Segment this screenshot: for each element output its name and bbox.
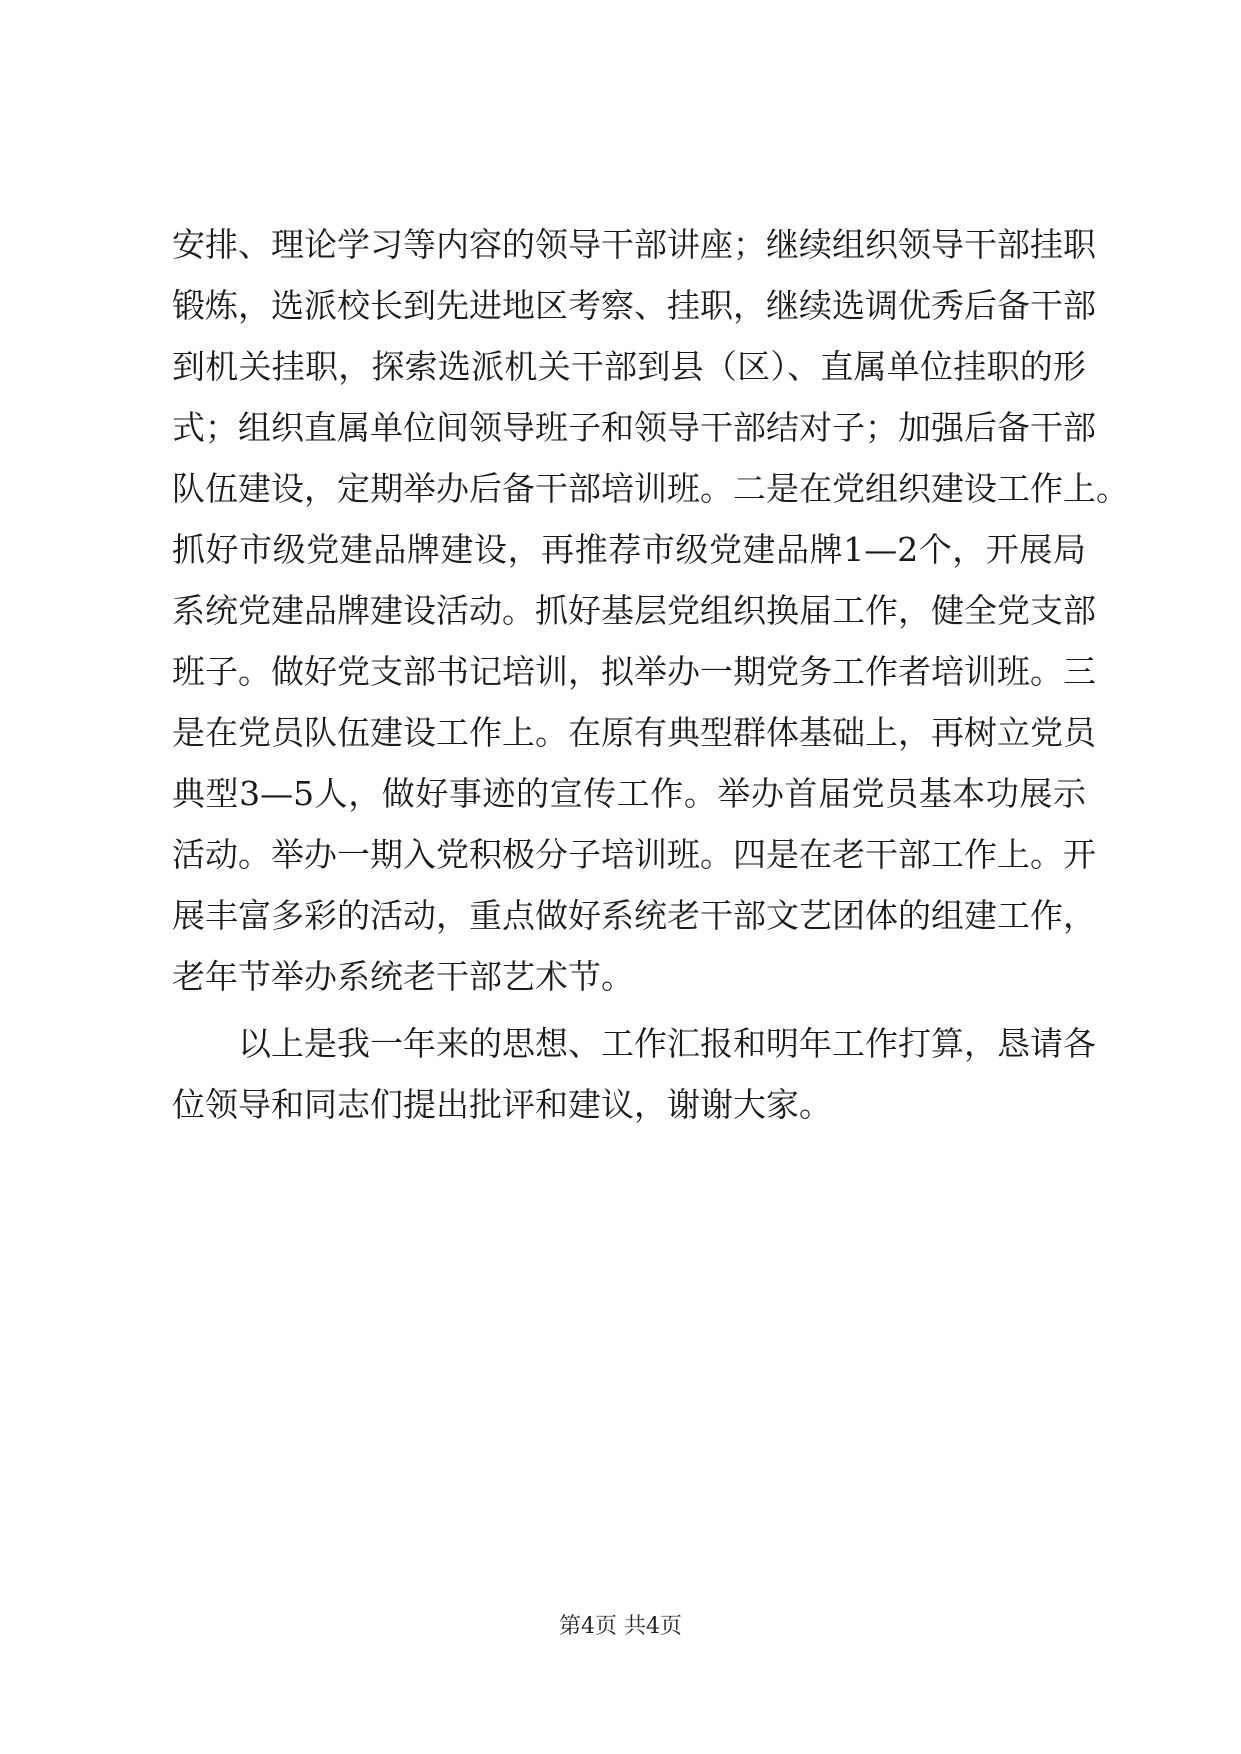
text-line: 锻炼，选派校长到先进地区考察、挂职，继续选调优秀后备干部 xyxy=(172,286,1096,325)
text-line: 是在党员队伍建设工作上。在原有典型群体基础上，再树立党员 xyxy=(172,713,1096,752)
document-body xyxy=(172,225,1129,1149)
text-line: 队伍建设，定期举办后备干部培训班。二是在党组织建设工作上。 xyxy=(172,469,1129,508)
text-line: 班子。做好党支部书记培训，拟举办一期党务工作者培训班。三 xyxy=(172,652,1096,691)
paragraph-1 xyxy=(172,225,1129,1021)
text-line: 系统党建品牌建设活动。抓好基层党组织换届工作，健全党支部 xyxy=(172,591,1096,630)
paragraph-2 xyxy=(172,1024,1096,1149)
text-line: 抓好市级党建品牌建设，再推荐市级党建品牌1—2个，开展局 xyxy=(172,530,1086,569)
text-line: 展丰富多彩的活动，重点做好系统老干部文艺团体的组建工作， xyxy=(172,896,1096,935)
page-number-footer: 第4页 共4页 xyxy=(559,1614,682,1639)
text-line: 典型3—5人，做好事迹的宣传工作。举办首届党员基本功展示 xyxy=(172,774,1086,813)
text-line: 活动。举办一期入党积极分子培训班。四是在老干部工作上。开 xyxy=(172,835,1096,874)
text-line: 到机关挂职，探索选派机关干部到县（区）、直属单位挂职的形 xyxy=(172,347,1086,386)
text-line: 位领导和同志们提出批评和建议，谢谢大家。 xyxy=(172,1085,832,1124)
text-line: 老年节举办系统老干部艺术节。 xyxy=(172,957,634,996)
text-line: 式；组织直属单位间领导班子和领导干部结对子；加强后备干部 xyxy=(172,408,1096,447)
text-line: 安排、理论学习等内容的领导干部讲座；继续组织领导干部挂职 xyxy=(172,225,1096,264)
text-line: 以上是我一年来的思想、工作汇报和明年工作打算，恳请各 xyxy=(238,1024,1096,1063)
